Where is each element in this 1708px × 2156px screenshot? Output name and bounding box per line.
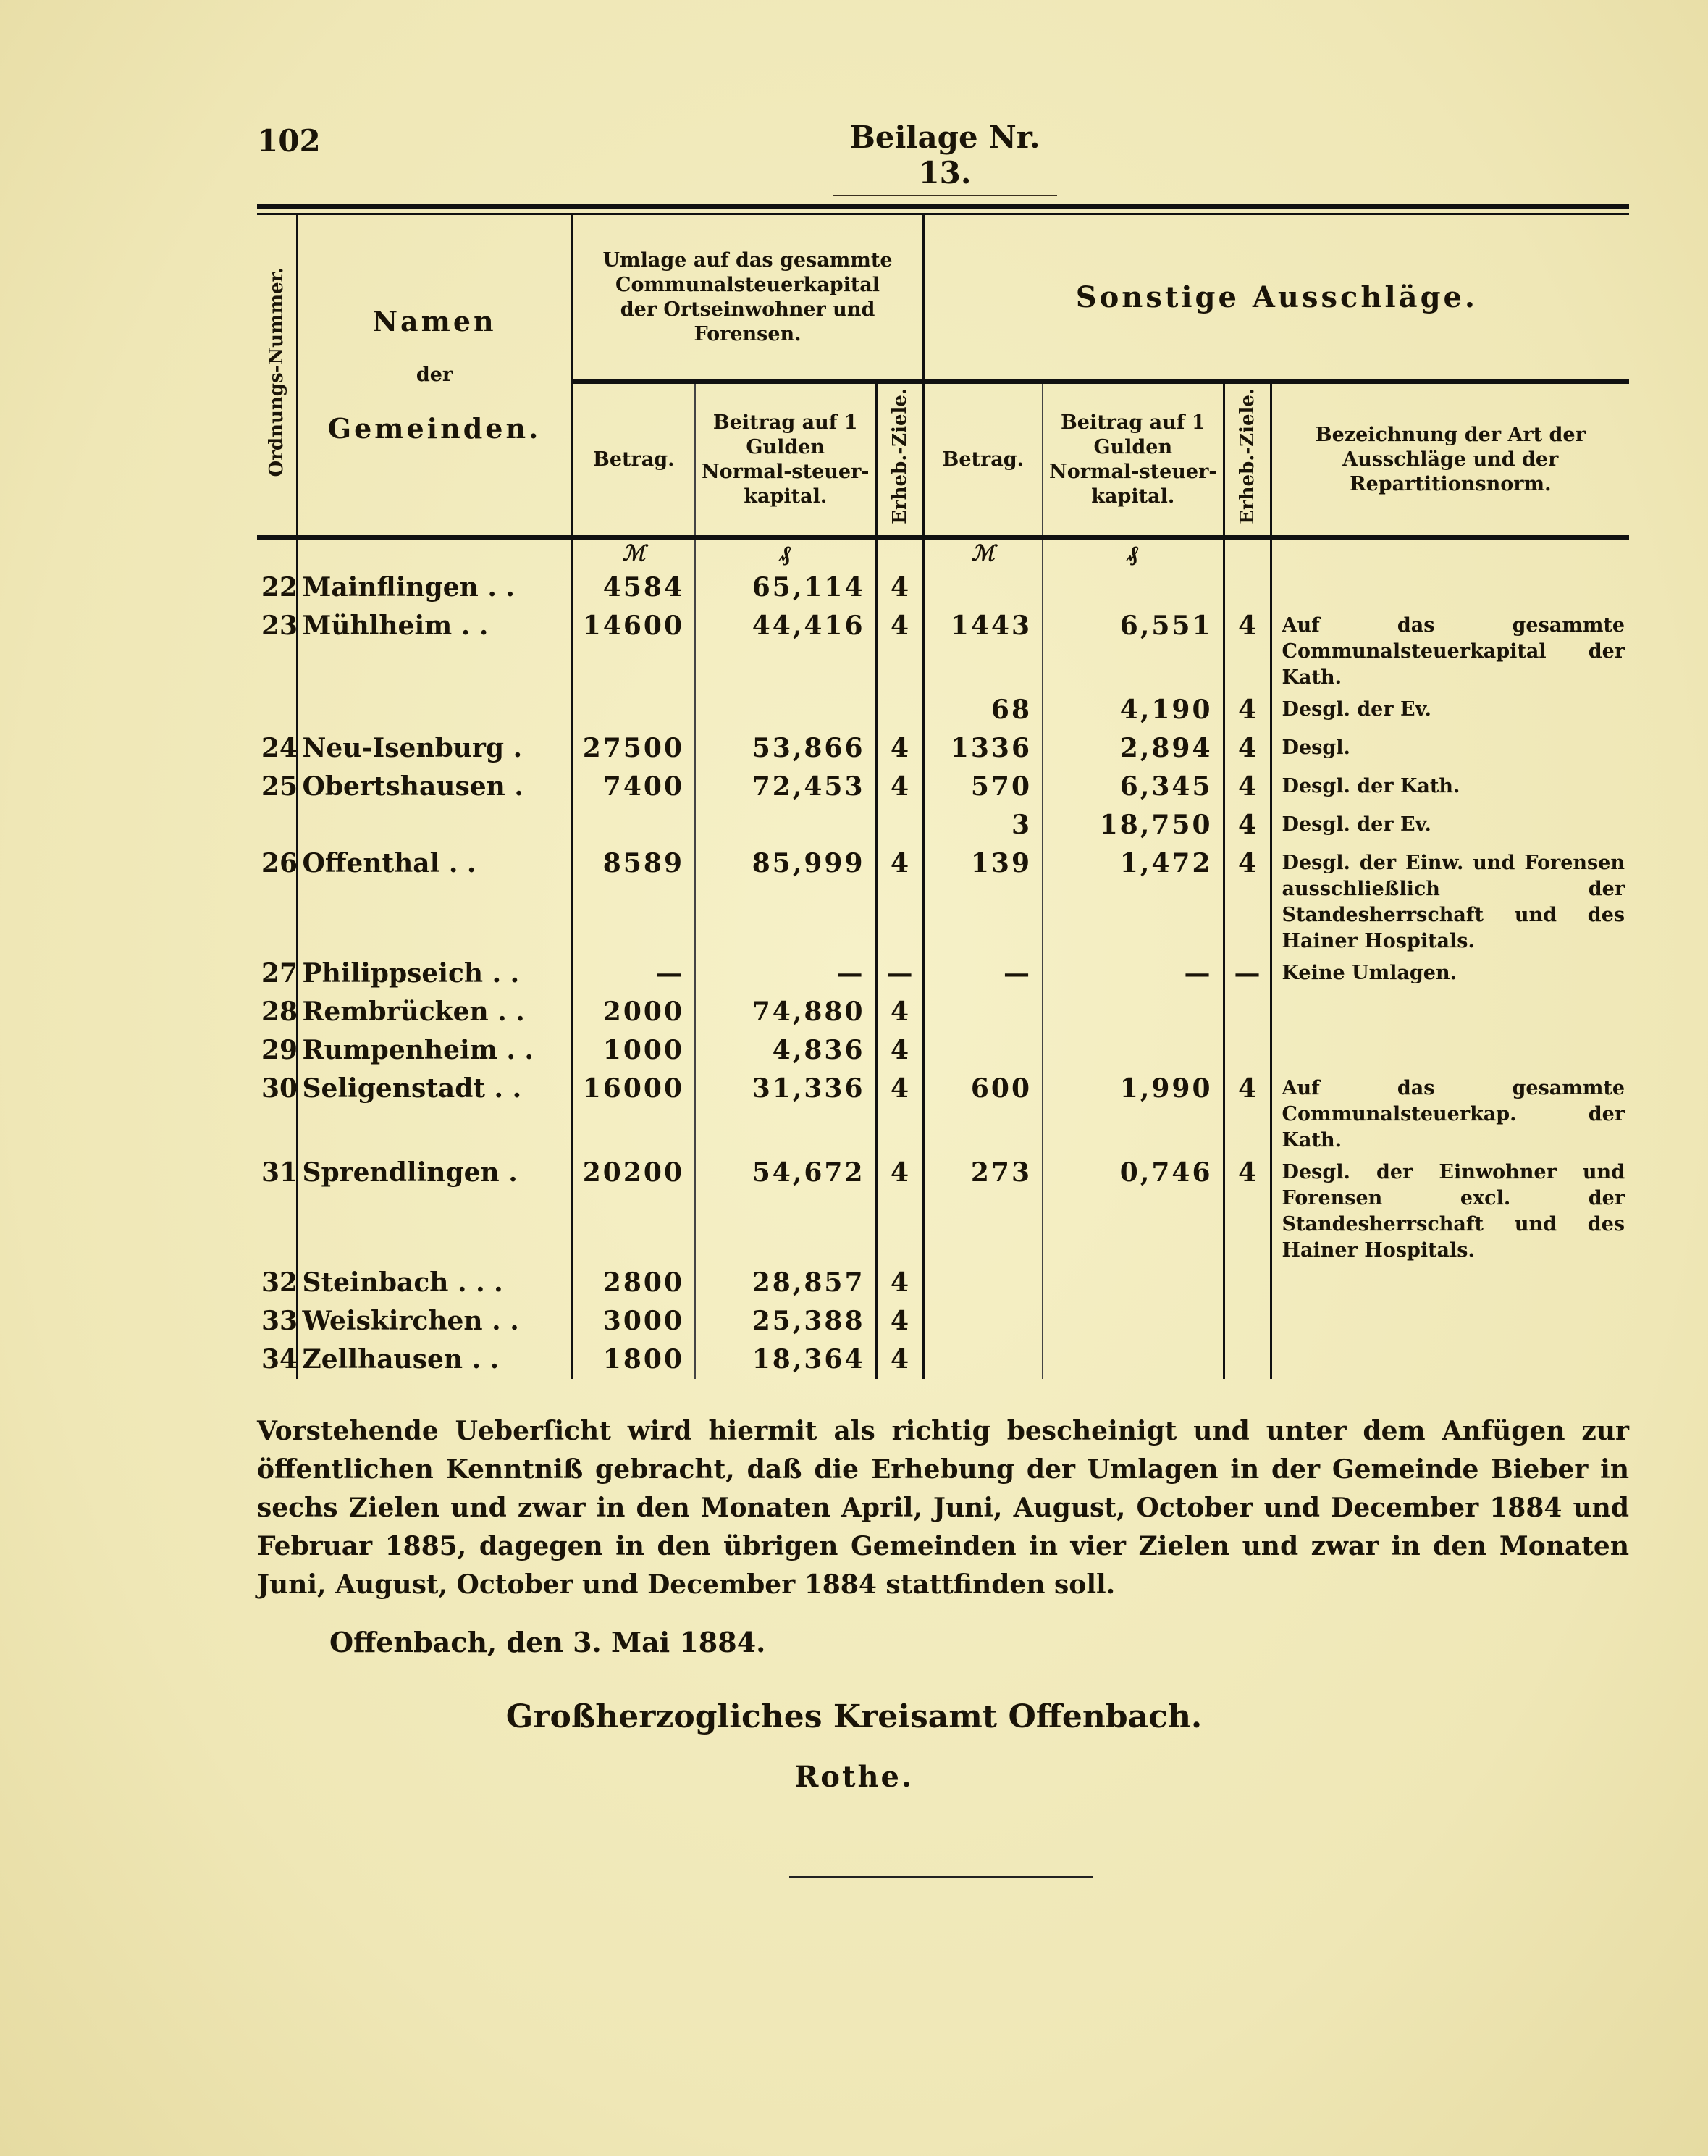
header-sonstige-group: Sonstige Ausschläge. — [923, 215, 1629, 382]
header-beitrag: Beitrag auf 1 Gulden Normal-steuer-kapital. — [695, 382, 876, 537]
table-row — [257, 806, 1629, 844]
header-namen: Namen der Gemeinden. — [297, 215, 572, 537]
cell-beitrag: 53,866 — [695, 729, 876, 768]
cell-betrag: 3000 — [572, 1302, 695, 1341]
cell-s-ziele: 4 — [1224, 729, 1271, 768]
cell-ziele: 4 — [876, 729, 923, 768]
cell-s-beitrag — [1043, 569, 1224, 607]
cell-beitrag: — — [695, 955, 876, 993]
unit-pfennig: ₰ — [695, 537, 876, 569]
cell-s-ziele: 4 — [1224, 806, 1271, 844]
cell-s-betrag: — — [923, 955, 1043, 993]
cell-desc: Desgl. der Einwohner und Forensen excl. der Standesherrschaft und des Hainer Hospitals. — [1271, 1154, 1629, 1264]
cell-betrag: 4584 — [572, 569, 695, 607]
cell-s-betrag: 273 — [923, 1154, 1043, 1264]
table-row — [257, 691, 1629, 729]
cell-desc: Desgl. der Kath. — [1271, 768, 1629, 806]
cell-nr: 22 — [261, 572, 298, 603]
cell-desc — [1271, 993, 1629, 1031]
cell-s-betrag: 68 — [923, 691, 1043, 729]
cell-ziele: 4 — [876, 1070, 923, 1154]
cell-nr: 23 — [261, 611, 298, 641]
cell-desc: Auf das gesammte Communalsteuerkap. der Kath. — [1271, 1070, 1629, 1154]
running-head: Beilage Nr. 13. — [833, 119, 1057, 196]
cell-s-ziele: 4 — [1224, 1154, 1271, 1264]
cell-name: Zellhausen . . — [297, 1341, 572, 1379]
cell-s-betrag — [923, 1341, 1043, 1379]
cell-betrag: 7400 — [572, 768, 695, 806]
header-s-beitrag: Beitrag auf 1 Gulden Normal-steuer-kapital. — [1043, 382, 1224, 537]
cell-s-ziele — [1224, 1264, 1271, 1302]
table-row — [257, 1070, 1629, 1154]
header-erheb-ziele: Erheb.-Ziele. — [876, 382, 923, 537]
table-row — [257, 1154, 1629, 1264]
cell-s-beitrag: — — [1043, 955, 1224, 993]
header-s-erheb-ziele: Erheb.-Ziele. — [1224, 382, 1271, 537]
cell-name: Sprendlingen . — [297, 1154, 572, 1264]
table-row — [257, 607, 1629, 691]
cell-s-ziele: 4 — [1224, 1070, 1271, 1154]
header-bezeichnung: Bezeichnung der Art der Ausschläge und der Repartitionsnorm. — [1271, 382, 1629, 537]
cell-s-beitrag: 18,750 — [1043, 806, 1224, 844]
table-row — [257, 955, 1629, 993]
cell-s-ziele: 4 — [1224, 768, 1271, 806]
cell-betrag: 20200 — [572, 1154, 695, 1264]
table-row — [257, 569, 1629, 607]
cell-s-beitrag — [1043, 1031, 1224, 1070]
header-ordnungs-nummer: Ordnungs-Nummer. — [257, 215, 297, 537]
cell-name: Steinbach . . . — [297, 1264, 572, 1302]
cell-betrag: — — [572, 955, 695, 993]
cell-nr: 32 — [261, 1267, 298, 1298]
cell-ziele: 4 — [876, 1264, 923, 1302]
cell-desc: Desgl. — [1271, 729, 1629, 768]
cell-s-betrag: 1443 — [923, 607, 1043, 691]
cell-name: Offenthal . . — [297, 844, 572, 955]
cell-s-betrag: 1336 — [923, 729, 1043, 768]
cell-s-ziele — [1224, 569, 1271, 607]
cell-desc: Desgl. der Einw. und Forensen ausschließlich der Standesherrschaft und des Hainer Hospitals. — [1271, 844, 1629, 955]
cell-betrag: 27500 — [572, 729, 695, 768]
cell-desc — [1271, 1264, 1629, 1302]
header-umlage-group: Umlage auf das gesammte Communalsteuerkapital der Ortseinwohner und Forensen. — [572, 215, 923, 382]
cell-s-betrag — [923, 1264, 1043, 1302]
table-row — [257, 1341, 1629, 1379]
cell-name: Mühlheim . . — [297, 607, 572, 691]
cell-beitrag: 44,416 — [695, 607, 876, 691]
unit-mark: ℳ — [572, 537, 695, 569]
unit-mark: ℳ — [923, 537, 1043, 569]
cell-s-betrag: 570 — [923, 768, 1043, 806]
cell-nr: 28 — [261, 997, 298, 1027]
cell-beitrag: 28,857 — [695, 1264, 876, 1302]
cell-desc — [1271, 1031, 1629, 1070]
table-top-rule — [257, 204, 1629, 215]
cell-betrag — [572, 806, 695, 844]
cell-nr: 26 — [261, 848, 298, 878]
cell-s-betrag — [923, 1031, 1043, 1070]
cell-s-ziele: 4 — [1224, 607, 1271, 691]
cell-s-betrag — [923, 569, 1043, 607]
cell-nr: 30 — [261, 1073, 298, 1104]
cell-s-betrag: 3 — [923, 806, 1043, 844]
cell-nr — [257, 806, 297, 844]
table-row — [257, 993, 1629, 1031]
cell-s-beitrag: 1,990 — [1043, 1070, 1224, 1154]
cell-nr: 31 — [261, 1157, 298, 1188]
cell-beitrag: 25,388 — [695, 1302, 876, 1341]
place-date: Offenbach, den 3. Mai 1884. — [329, 1626, 766, 1658]
cell-s-ziele — [1224, 993, 1271, 1031]
header-s-betrag: Betrag. — [923, 382, 1043, 537]
cell-s-ziele — [1224, 1302, 1271, 1341]
end-rule — [789, 1876, 1093, 1878]
cell-beitrag: 54,672 — [695, 1154, 876, 1264]
cell-beitrag: 72,453 — [695, 768, 876, 806]
levy-table — [257, 204, 1629, 1379]
cell-s-beitrag — [1043, 1302, 1224, 1341]
certification-paragraph: Vorstehende Ueberſicht wird hiermit als richtig bescheinigt und unter dem Anfügen zur öffentlichen Kenntniß gebracht, daß die Erhebung der Umlagen in der Gemeinde Bieber in sechs Zielen und zwar in den Monaten April, Juni, August, October und December 1884 und Februar 1885, dagegen in den übrigen Gemeinden in vier Zielen und zwar in den Monaten Juni, August, October und December 1884 stattfinden soll. — [257, 1416, 1629, 1600]
cell-beitrag: 65,114 — [695, 569, 876, 607]
cell-s-beitrag — [1043, 1341, 1224, 1379]
cell-s-beitrag: 4,190 — [1043, 691, 1224, 729]
table-row — [257, 1264, 1629, 1302]
cell-s-ziele: 4 — [1224, 844, 1271, 955]
cell-beitrag: 74,880 — [695, 993, 876, 1031]
cell-name: Rembrücken . . — [297, 993, 572, 1031]
cell-ziele: — — [876, 955, 923, 993]
cell-nr: 27 — [261, 958, 298, 989]
cell-name: Obertshausen . — [297, 768, 572, 806]
cell-nr: 24 — [261, 733, 298, 763]
cell-s-beitrag — [1043, 993, 1224, 1031]
cell-name: Weiskirchen . . — [297, 1302, 572, 1341]
cell-s-beitrag: 2,894 — [1043, 729, 1224, 768]
cell-name: Philippseich . . — [297, 955, 572, 993]
cell-betrag: 1800 — [572, 1341, 695, 1379]
cell-betrag — [572, 691, 695, 729]
cell-s-beitrag: 6,345 — [1043, 768, 1224, 806]
cell-ziele: 4 — [876, 768, 923, 806]
cell-s-beitrag — [1043, 1264, 1224, 1302]
cell-beitrag — [695, 691, 876, 729]
cell-desc — [1271, 1302, 1629, 1341]
cell-ziele: 4 — [876, 1302, 923, 1341]
cell-betrag: 1000 — [572, 1031, 695, 1070]
cell-desc: Desgl. der Ev. — [1271, 691, 1629, 729]
cell-name: Rumpenheim . . — [297, 1031, 572, 1070]
table-row — [257, 1031, 1629, 1070]
header-betrag: Betrag. — [572, 382, 695, 537]
cell-ziele — [876, 806, 923, 844]
signature-name: Rothe. — [794, 1760, 914, 1794]
cell-ziele: 4 — [876, 607, 923, 691]
cell-beitrag: 18,364 — [695, 1341, 876, 1379]
cell-s-ziele — [1224, 1341, 1271, 1379]
cell-beitrag — [695, 806, 876, 844]
cell-ziele: 4 — [876, 569, 923, 607]
cell-ziele: 4 — [876, 993, 923, 1031]
cell-nr — [257, 691, 297, 729]
cell-s-ziele: 4 — [1224, 691, 1271, 729]
table-row — [257, 768, 1629, 806]
cell-betrag: 2800 — [572, 1264, 695, 1302]
unit-row — [257, 537, 1629, 569]
table-row — [257, 1302, 1629, 1341]
cell-s-betrag: 600 — [923, 1070, 1043, 1154]
cell-s-ziele — [1224, 1031, 1271, 1070]
table-row — [257, 729, 1629, 768]
cell-s-betrag — [923, 993, 1043, 1031]
cell-beitrag: 31,336 — [695, 1070, 876, 1154]
cell-betrag: 8589 — [572, 844, 695, 955]
cell-nr: 25 — [261, 771, 298, 802]
issuing-authority: Großherzogliches Kreisamt Offenbach. — [505, 1698, 1203, 1735]
cell-s-betrag — [923, 1302, 1043, 1341]
cell-ziele: 4 — [876, 1154, 923, 1264]
table-row — [257, 844, 1629, 955]
cell-s-ziele: — — [1224, 955, 1271, 993]
cell-ziele: 4 — [876, 1031, 923, 1070]
cell-name: Seligenstadt . . — [297, 1070, 572, 1154]
cell-name: Neu-Isenburg . — [297, 729, 572, 768]
cell-name — [297, 806, 572, 844]
cell-name: Mainflingen . . — [297, 569, 572, 607]
cell-desc: Auf das gesammte Communalsteuerkapital der Kath. — [1271, 607, 1629, 691]
cell-nr: 33 — [261, 1306, 298, 1336]
cell-s-beitrag: 0,746 — [1043, 1154, 1224, 1264]
unit-pfennig: ₰ — [1043, 537, 1224, 569]
cell-desc: Keine Umlagen. — [1271, 955, 1629, 993]
cell-name — [297, 691, 572, 729]
cell-beitrag: 4,836 — [695, 1031, 876, 1070]
cell-betrag: 14600 — [572, 607, 695, 691]
cell-s-beitrag: 6,551 — [1043, 607, 1224, 691]
cell-desc — [1271, 1341, 1629, 1379]
cell-desc — [1271, 569, 1629, 607]
cell-desc: Desgl. der Ev. — [1271, 806, 1629, 844]
cell-nr: 29 — [261, 1035, 298, 1065]
cell-s-beitrag: 1,472 — [1043, 844, 1224, 955]
cell-s-betrag: 139 — [923, 844, 1043, 955]
cell-ziele: 4 — [876, 1341, 923, 1379]
cell-nr: 34 — [261, 1344, 298, 1375]
cell-betrag: 16000 — [572, 1070, 695, 1154]
page-number: 102 — [257, 123, 321, 159]
cell-ziele — [876, 691, 923, 729]
cell-betrag: 2000 — [572, 993, 695, 1031]
cell-ziele: 4 — [876, 844, 923, 955]
cell-beitrag: 85,999 — [695, 844, 876, 955]
